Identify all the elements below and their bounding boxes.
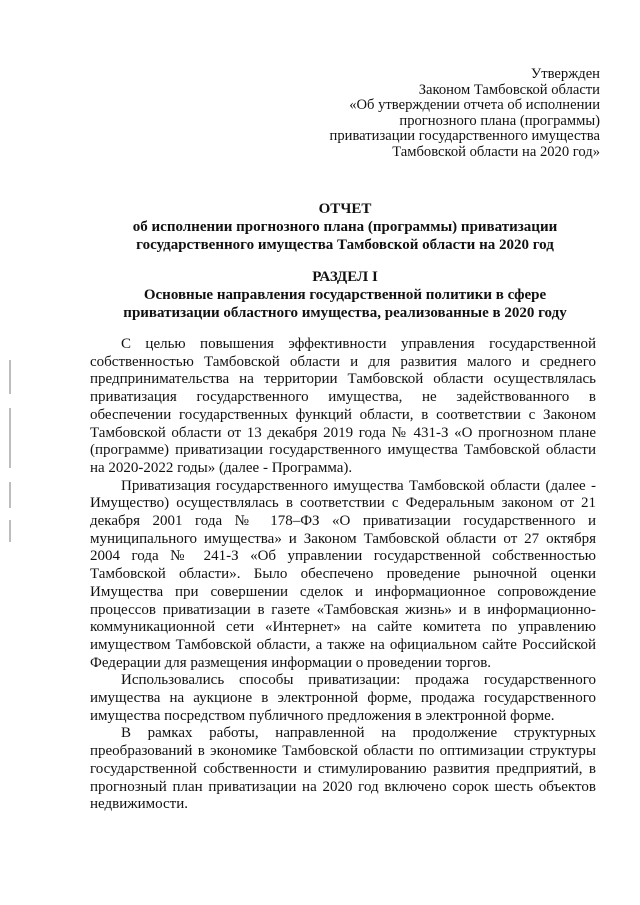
body-paragraph: Приватизация государственного имущества Тамбовской области (далее - Имущество) осуществлялась в соответствии с Федеральным законом от 21 декабря 2001 года № 178–ФЗ «О приватизации государственного и муниципального имущества» и Законом Тамбовской области от 27 октября 2004 года № 241-З «Об управлении государственной собственностью Тамбовской области». Было обеспечено проведение рыночной оценки Имущества при совершении сделок и информационное сопровождение процессов приватизации в газете «Тамбовская жизнь» и в информационно-коммуникационной сети «Интернет» на сайте комитета по управлению имуществом Тамбовской области, а также на официальном сайте Российской Федерации для размещения информации о проведении торгов. xyxy=(90,477,596,671)
body-paragraph: Использовались способы приватизации: продажа государственного имущества на аукционе в электронной форме, продажа государственного имущества посредством публичного предложения в электронной форме. xyxy=(90,672,596,724)
section-subtitle-line: Основные направления государственной политики в сфере xyxy=(143,287,547,303)
report-subtitle-line: государственного имущества Тамбовской области на 2020 год xyxy=(136,237,554,253)
section-title xyxy=(95,268,595,322)
approval-line: «Об утверждении отчета об исполнении xyxy=(349,97,600,113)
scan-mark xyxy=(9,360,11,394)
scan-mark xyxy=(9,482,11,508)
section-subtitle-line: приватизации областного имущества, реализованные в 2020 году xyxy=(123,305,567,321)
scan-mark xyxy=(9,520,11,542)
approval-line: Тамбовской области на 2020 год» xyxy=(392,143,600,160)
report-title xyxy=(95,200,595,254)
body-paragraph: В рамках работы, направленной на продолжение структурных преобразований в экономике Тамбовской области по оптимизации структуры государственной собственности и стимулированию развития предприятий, в прогнозный план приватизации на 2020 год включено сорок шесть объектов недвижимости. xyxy=(90,725,596,813)
scan-mark xyxy=(9,408,11,468)
approval-line: приватизации государственного имущества xyxy=(329,128,600,144)
approval-stamp xyxy=(330,67,600,160)
scan-margin-marks xyxy=(9,360,13,550)
section-heading: РАЗДЕЛ I xyxy=(312,269,378,285)
approval-line: Утвержден xyxy=(530,66,600,82)
body-paragraph: С целью повышения эффективности управления государственной собственностью Тамбовской области и для развития малого и среднего предпринимательства на территории Тамбовской области осуществлялась приватизация государственного имущества, не задействованного в обеспечении государственных функций области, в соответствии с Законом Тамбовской области от 13 декабря 2019 года № 431-З «О прогнозном плане (программе) приватизации государственного имущества Тамбовской области на 2020-2022 годы» (далее - Программа). xyxy=(90,336,596,476)
report-body xyxy=(90,336,596,814)
report-heading: ОТЧЕТ xyxy=(318,201,372,217)
approval-line: прогнозного плана (программы) xyxy=(399,112,600,129)
report-subtitle-line: об исполнении прогнозного плана (программы) приватизации xyxy=(132,219,558,235)
approval-line: Законом Тамбовской области xyxy=(418,81,600,98)
